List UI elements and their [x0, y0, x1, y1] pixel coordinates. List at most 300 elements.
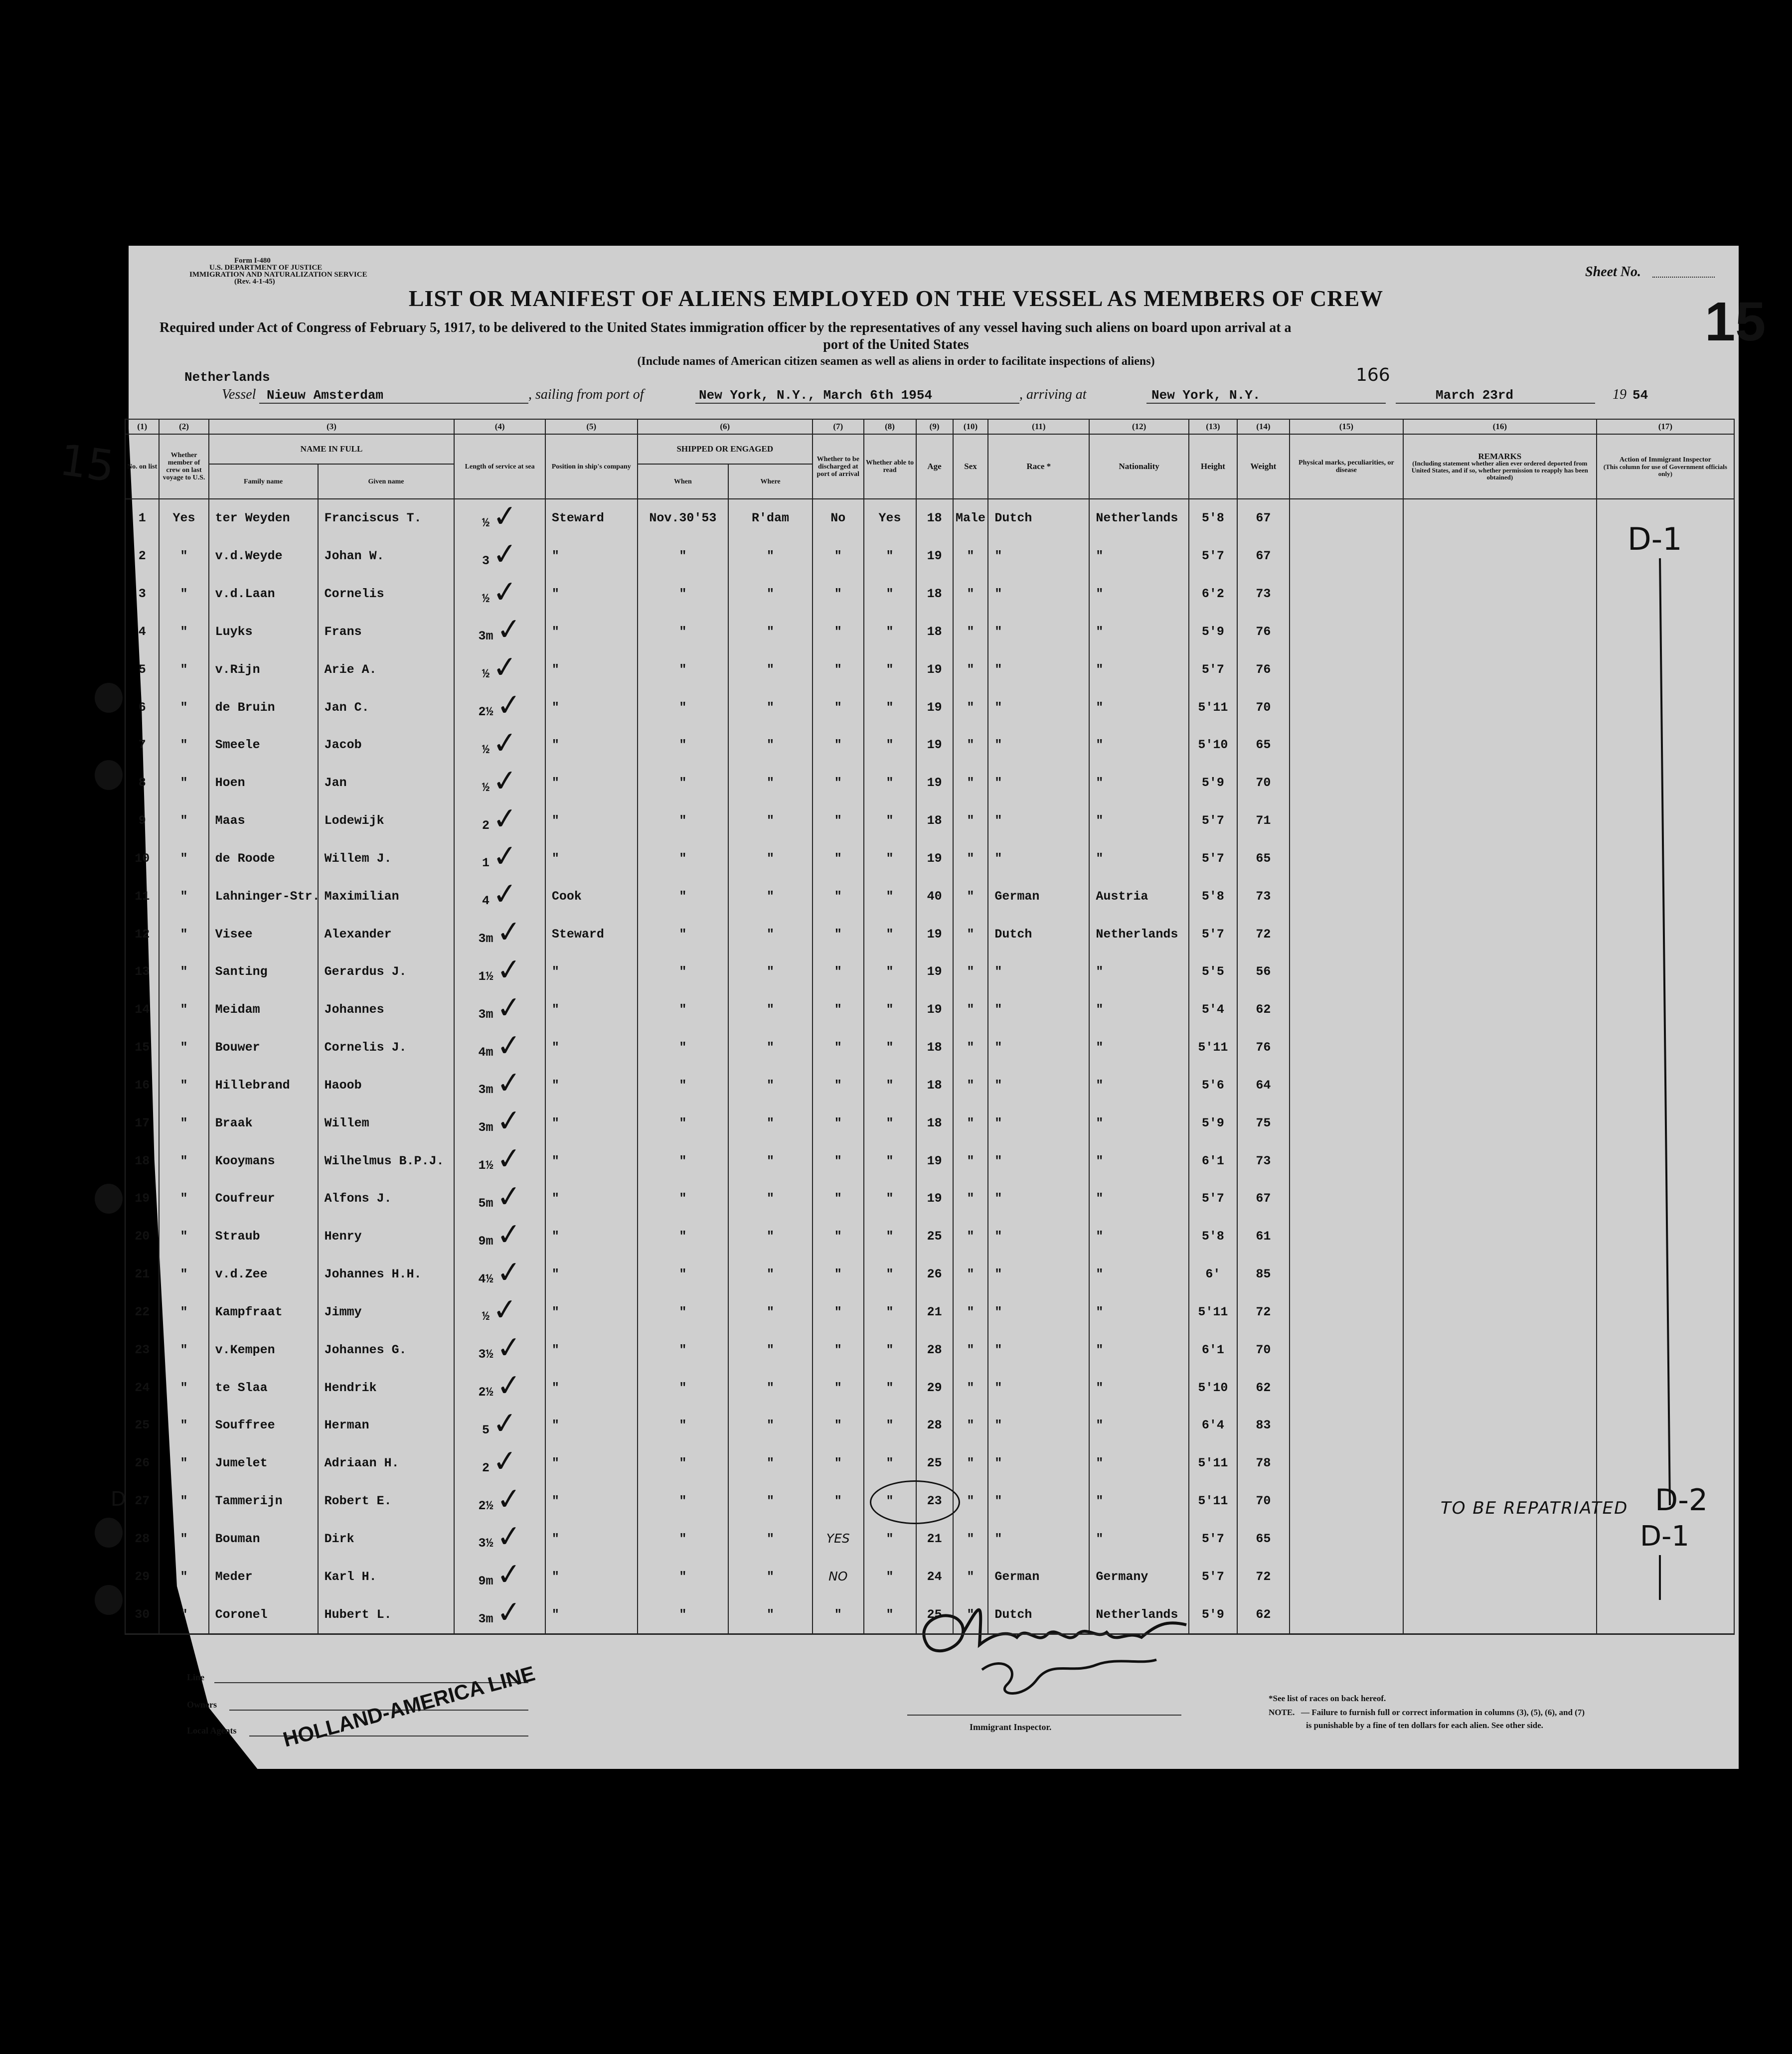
cell-discharged-text: "	[834, 927, 842, 942]
vessel-flag: Netherlands	[184, 370, 270, 385]
cell-when	[638, 953, 728, 991]
table-row	[125, 688, 1734, 726]
cell-where-text: "	[767, 662, 775, 677]
cell-age	[916, 953, 953, 991]
cell-sex-text: "	[967, 1153, 975, 1168]
checkmark-icon: ✓	[494, 1254, 523, 1291]
cell-empty	[1403, 1104, 1597, 1142]
cell-where-text: "	[767, 1153, 775, 1168]
cell-weight-text: 73	[1256, 889, 1271, 904]
cell-race	[988, 1520, 1089, 1558]
cell-sex-text: "	[967, 1078, 975, 1093]
cell-given-text: Jan	[324, 776, 347, 790]
cell-prev	[159, 650, 208, 688]
cell-family	[209, 802, 318, 840]
cell-service-text: 1½	[478, 1158, 493, 1173]
table-row	[125, 1218, 1734, 1256]
cell-empty	[1290, 877, 1403, 915]
cell-family-text: Kooymans	[215, 1153, 275, 1168]
cell-where-text: "	[767, 1531, 775, 1546]
vessel-name-line	[259, 403, 528, 404]
cell-prev	[159, 1558, 208, 1595]
cell-position	[545, 613, 638, 651]
cell-empty	[1597, 802, 1734, 840]
cell-prev-text: "	[180, 1418, 188, 1433]
cell-position	[545, 1444, 638, 1482]
cell-nationality-text: "	[1096, 776, 1104, 790]
cell-read-text: "	[886, 1002, 894, 1017]
checkmark-icon: ✓	[491, 497, 519, 535]
cell-read-text: "	[886, 1267, 894, 1282]
cell-weight	[1237, 1142, 1290, 1180]
cell-height	[1189, 1218, 1237, 1256]
cell-height-text: 6'1	[1201, 1153, 1224, 1168]
colnum-3: (3)	[209, 419, 455, 434]
cell-prev	[159, 877, 208, 915]
note-text-2: is punishable by a fine of ten dollars for each alien. See other side.	[1306, 1721, 1543, 1730]
crew-table-wrapper	[125, 419, 1735, 1633]
cell-prev-text: "	[180, 624, 188, 639]
cell-when-text: "	[679, 1531, 687, 1546]
cell-age	[916, 1444, 953, 1482]
cell-sex	[953, 613, 988, 651]
cell-nationality-text: "	[1096, 813, 1104, 828]
cell-weight	[1237, 1520, 1290, 1558]
page-title: LIST OR MANIFEST OF ALIENS EMPLOYED ON THE VESSEL AS MEMBERS OF CREW	[408, 286, 1384, 311]
cell-given	[318, 877, 455, 915]
cell-when-text: Nov.30'53	[649, 511, 717, 526]
cell-position-text: "	[551, 1115, 559, 1130]
cell-age-text: 19	[927, 851, 942, 866]
cell-where	[728, 1066, 813, 1104]
cell-height-text: 5'11	[1198, 1304, 1228, 1319]
cell-service	[454, 1331, 545, 1369]
cell-given	[318, 575, 455, 613]
cell-race	[988, 1104, 1089, 1142]
colnum-8: (8)	[864, 419, 916, 434]
cell-position	[545, 991, 638, 1029]
cell-family	[209, 1218, 318, 1256]
cell-service-text: 3	[482, 553, 489, 568]
cell-no	[125, 1180, 159, 1218]
cell-position	[545, 840, 638, 878]
cell-no	[125, 1595, 159, 1633]
cell-height	[1189, 1369, 1237, 1407]
cell-read	[864, 877, 916, 915]
cell-height	[1189, 650, 1237, 688]
table-row	[125, 726, 1734, 764]
cell-discharged	[813, 1595, 864, 1633]
cell-no	[125, 650, 159, 688]
table-row	[125, 537, 1734, 575]
cell-prev-text: "	[180, 700, 188, 715]
table-row	[125, 499, 1734, 537]
cell-read	[864, 613, 916, 651]
cell-service	[454, 840, 545, 878]
cell-service	[454, 537, 545, 575]
cell-sex	[953, 1218, 988, 1256]
colnum-4: (4)	[454, 419, 545, 434]
cell-weight	[1237, 1256, 1290, 1293]
cell-prev	[159, 688, 208, 726]
cell-family	[209, 915, 318, 953]
remarks-title: REMARKS	[1478, 451, 1522, 461]
cell-family-text: Braak	[215, 1115, 253, 1130]
cell-read	[864, 537, 916, 575]
cell-age-text: 25	[927, 1229, 942, 1244]
cell-position	[545, 1520, 638, 1558]
cell-age-text: 28	[927, 1342, 942, 1357]
cell-service	[454, 499, 545, 537]
inspector-mark-top: D-1	[1628, 521, 1682, 557]
cell-family-text: Meidam	[215, 1002, 260, 1017]
cell-family	[209, 840, 318, 878]
checkmark-icon: ✓	[494, 1480, 523, 1518]
cell-sex-text: "	[967, 1531, 975, 1546]
cell-weight	[1237, 537, 1290, 575]
cell-no-text: 23	[135, 1342, 150, 1357]
cell-race-text: "	[994, 1115, 1002, 1130]
cell-race-text: Dutch	[994, 927, 1032, 942]
cell-read	[864, 915, 916, 953]
cell-age	[916, 1104, 953, 1142]
cell-sex-text: "	[967, 1040, 975, 1055]
cell-discharged	[813, 613, 864, 651]
cell-given-text: Cornelis	[324, 587, 384, 602]
cell-given-text: Arie A.	[324, 662, 377, 677]
checkmark-icon: ✓	[494, 1065, 523, 1102]
cell-prev-text: "	[180, 1304, 188, 1319]
cell-weight-text: 70	[1256, 1342, 1271, 1357]
cell-weight	[1237, 1595, 1290, 1633]
cell-read-text: "	[886, 1607, 894, 1622]
cell-empty	[1290, 802, 1403, 840]
cell-discharged-text: No	[830, 511, 846, 526]
cell-race-text: German	[994, 1569, 1040, 1584]
cell-nationality-text: Netherlands	[1096, 927, 1178, 942]
races-note: *See list of races on back hereof.	[1269, 1694, 1386, 1703]
cell-discharged	[813, 1369, 864, 1407]
cell-service-text: ½	[482, 1309, 489, 1324]
cell-nationality	[1089, 1331, 1189, 1369]
colnum-16: (16)	[1403, 419, 1597, 434]
cell-nationality-text: "	[1096, 1267, 1104, 1282]
cell-no	[125, 1066, 159, 1104]
colnum-17: (17)	[1597, 419, 1734, 434]
cell-family-text: Lahninger-Str.	[215, 889, 320, 904]
cell-race	[988, 877, 1089, 915]
cell-service-text: 1½	[478, 969, 493, 984]
cell-sex	[953, 726, 988, 764]
cell-nationality	[1089, 1029, 1189, 1067]
cell-discharged-text: "	[834, 851, 842, 866]
cell-service-text: 3½	[478, 1536, 493, 1551]
cell-weight	[1237, 650, 1290, 688]
cell-weight	[1237, 499, 1290, 537]
cell-race-text: "	[994, 964, 1002, 979]
cell-empty	[1290, 1180, 1403, 1218]
cell-weight	[1237, 1407, 1290, 1444]
arrival-date: March 23rd	[1436, 388, 1514, 403]
cell-empty	[1597, 1256, 1734, 1293]
cell-when	[638, 1256, 728, 1293]
cell-family-text: Luyks	[215, 624, 253, 639]
cell-no-text: 22	[135, 1304, 150, 1319]
cell-empty	[1290, 840, 1403, 878]
cell-service-text: ½	[482, 780, 489, 795]
cell-weight-text: 73	[1256, 1153, 1271, 1168]
cell-no	[125, 802, 159, 840]
cell-family-text: v.Rijn	[215, 662, 260, 677]
cell-no-text: 5	[138, 662, 146, 677]
cell-race-text: "	[994, 624, 1002, 639]
cell-prev-text: "	[180, 1078, 188, 1093]
cell-position-text: "	[551, 1229, 559, 1244]
checkmark-icon: ✓	[491, 1442, 519, 1480]
cell-sex-text: "	[967, 889, 975, 904]
cell-weight-text: 72	[1256, 1304, 1271, 1319]
col-header-physical: Physical marks, peculiarities, or disease	[1290, 434, 1403, 499]
cell-position	[545, 1180, 638, 1218]
cell-when-text: "	[679, 776, 687, 790]
cell-service	[454, 575, 545, 613]
cell-where	[728, 650, 813, 688]
cell-no-text: 16	[135, 1078, 150, 1093]
cell-no	[125, 877, 159, 915]
cell-position	[545, 1595, 638, 1633]
cell-service-text: 3m	[478, 1007, 493, 1022]
cell-no-text: 15	[135, 1040, 150, 1055]
cell-where	[728, 613, 813, 651]
cell-discharged	[813, 877, 864, 915]
cell-no	[125, 1520, 159, 1558]
cell-position	[545, 1104, 638, 1142]
cell-no-text: 1	[138, 511, 146, 526]
cell-when-text: "	[679, 851, 687, 866]
cell-race	[988, 840, 1089, 878]
cell-empty	[1403, 877, 1597, 915]
cell-race-text: "	[994, 1267, 1002, 1282]
cell-nationality-text: "	[1096, 1040, 1104, 1055]
cell-empty	[1290, 1066, 1403, 1104]
cell-where-text: "	[767, 1342, 775, 1357]
cell-empty	[1290, 537, 1403, 575]
cell-nationality-text: "	[1096, 1191, 1104, 1206]
cell-sex	[953, 1180, 988, 1218]
cell-empty	[1597, 1331, 1734, 1369]
cell-where	[728, 537, 813, 575]
cell-given-text: Alexander	[324, 927, 392, 942]
cell-discharged	[813, 1520, 864, 1558]
cell-empty	[1290, 1369, 1403, 1407]
cell-given-text: Haoob	[324, 1078, 362, 1093]
cell-weight-text: 83	[1256, 1418, 1271, 1433]
cell-discharged-text: YES	[826, 1531, 850, 1546]
cell-age	[916, 499, 953, 537]
cell-no	[125, 575, 159, 613]
cell-given-text: Wilhelmus B.P.J.	[324, 1153, 444, 1168]
cell-position-text: "	[551, 1002, 559, 1017]
cell-no-text: 6	[138, 700, 146, 715]
cell-nationality	[1089, 1293, 1189, 1331]
cell-read-text: "	[886, 549, 894, 564]
checkmark-icon: ✓	[491, 724, 519, 762]
cell-sex-text: "	[967, 964, 975, 979]
inspector-mark-d2: D-2	[1655, 1483, 1708, 1518]
cell-given-text: Jacob	[324, 738, 362, 753]
colnum-7: (7)	[813, 419, 864, 434]
cell-family-text: Souffree	[215, 1418, 275, 1433]
cell-race	[988, 726, 1089, 764]
cell-service-text: 3m	[478, 629, 493, 644]
cell-height-text: 6'4	[1201, 1418, 1224, 1433]
cell-sex	[953, 953, 988, 991]
cell-discharged-text: "	[834, 1456, 842, 1471]
cell-age-text: 19	[927, 1191, 942, 1206]
cell-where	[728, 688, 813, 726]
cell-family	[209, 1558, 318, 1595]
cell-no	[125, 1293, 159, 1331]
cell-race-text: "	[994, 1078, 1002, 1093]
cell-no	[125, 1558, 159, 1595]
checkmark-icon: ✓	[494, 1329, 523, 1367]
inspector-title: Action of Immigrant Inspector	[1619, 456, 1711, 464]
cell-when	[638, 1558, 728, 1595]
cell-age-text: 29	[927, 1380, 942, 1395]
cell-read-text: "	[886, 1569, 894, 1584]
cell-where	[728, 915, 813, 953]
colnum-10: (10)	[953, 419, 988, 434]
cell-position	[545, 953, 638, 991]
cell-family-text: Smeele	[215, 738, 260, 753]
cell-weight-text: 70	[1256, 776, 1271, 790]
checkmark-icon: ✓	[494, 1178, 523, 1215]
cell-race	[988, 537, 1089, 575]
cell-discharged	[813, 915, 864, 953]
cell-sex-text: "	[967, 662, 975, 677]
cell-service	[454, 1444, 545, 1482]
cell-age-text: 18	[927, 1040, 942, 1055]
cell-family-text: ter Weyden	[215, 511, 290, 526]
cell-nationality	[1089, 1180, 1189, 1218]
cell-prev-text: "	[180, 1229, 188, 1244]
cell-weight	[1237, 575, 1290, 613]
cell-read-text: "	[886, 813, 894, 828]
cell-weight-text: 67	[1256, 549, 1271, 564]
cell-service	[454, 1066, 545, 1104]
cell-read-text: "	[886, 776, 894, 790]
cell-height	[1189, 991, 1237, 1029]
cell-where-text: "	[767, 1040, 775, 1055]
cell-height-text: 6'2	[1201, 587, 1224, 602]
cell-where-text: "	[767, 1191, 775, 1206]
cell-sex-text: "	[967, 1267, 975, 1282]
cell-family	[209, 1180, 318, 1218]
cell-empty	[1290, 991, 1403, 1029]
cell-weight	[1237, 688, 1290, 726]
cell-where	[728, 1482, 813, 1520]
cell-position	[545, 1369, 638, 1407]
cell-when-text: "	[679, 1229, 687, 1244]
cell-position-text: "	[551, 1153, 559, 1168]
cell-family	[209, 613, 318, 651]
remarks-note: (Including statement whether alien ever ordered deported from United States, and if so, whether permission to reapply has been obtained)	[1411, 459, 1588, 481]
cell-position	[545, 1142, 638, 1180]
cell-sex-text: "	[967, 1304, 975, 1319]
cell-service-text: 3½	[478, 1347, 493, 1362]
cell-position-text: "	[551, 776, 559, 790]
cell-age-text: 18	[927, 813, 942, 828]
cell-given-text: Karl H.	[324, 1569, 377, 1584]
cell-no-text: 2	[138, 549, 146, 564]
cell-weight-text: 62	[1256, 1607, 1271, 1622]
cell-empty	[1403, 953, 1597, 991]
cell-prev-text: "	[180, 1002, 188, 1017]
cell-read-text: "	[886, 927, 894, 942]
table-row	[125, 953, 1734, 991]
cell-weight-text: 73	[1256, 587, 1271, 602]
cell-when	[638, 1218, 728, 1256]
cell-nationality-text: "	[1096, 964, 1104, 979]
cell-when	[638, 1180, 728, 1218]
cell-read	[864, 1029, 916, 1067]
cell-read-text: "	[886, 1191, 894, 1206]
cell-given-text: Willem	[324, 1115, 369, 1130]
cell-read-text: "	[886, 662, 894, 677]
cell-sex	[953, 1142, 988, 1180]
cell-sex-text: Male	[955, 511, 985, 526]
cell-empty	[1403, 1520, 1597, 1558]
cell-race-text: "	[994, 1380, 1002, 1395]
checkmark-icon: ✓	[491, 800, 519, 837]
cell-empty	[1597, 1369, 1734, 1407]
checkmark-icon: ✓	[494, 1140, 523, 1178]
cell-age-text: 19	[927, 776, 942, 790]
cell-prev-text: "	[180, 662, 188, 677]
cell-where	[728, 499, 813, 537]
cell-no	[125, 1218, 159, 1256]
cell-nationality	[1089, 802, 1189, 840]
cell-race	[988, 1029, 1089, 1067]
cell-given-text: Franciscus T.	[324, 511, 422, 526]
cell-discharged-text: "	[834, 1267, 842, 1282]
cell-when-text: "	[679, 1380, 687, 1395]
cell-age	[916, 877, 953, 915]
cell-prev-text: "	[180, 1607, 188, 1622]
cell-family-text: Bouwer	[215, 1040, 260, 1055]
cell-position-text: "	[551, 700, 559, 715]
cell-nationality	[1089, 650, 1189, 688]
cell-where	[728, 991, 813, 1029]
cell-given	[318, 953, 455, 991]
cell-weight-text: 72	[1256, 1569, 1271, 1584]
checkmark-icon: ✓	[494, 1518, 523, 1556]
cell-empty	[1290, 726, 1403, 764]
cell-when-text: "	[679, 738, 687, 753]
cell-family	[209, 650, 318, 688]
cell-when	[638, 537, 728, 575]
cell-prev	[159, 1331, 208, 1369]
cell-weight-text: 67	[1256, 511, 1271, 526]
cell-no-text: 18	[135, 1153, 150, 1168]
cell-nationality	[1089, 1142, 1189, 1180]
cell-prev-text: "	[180, 1153, 188, 1168]
cell-age-text: 18	[927, 587, 942, 602]
cell-race	[988, 991, 1089, 1029]
cell-nationality	[1089, 537, 1189, 575]
table-row	[125, 1369, 1734, 1407]
col-header-no: No. on list	[125, 434, 159, 499]
